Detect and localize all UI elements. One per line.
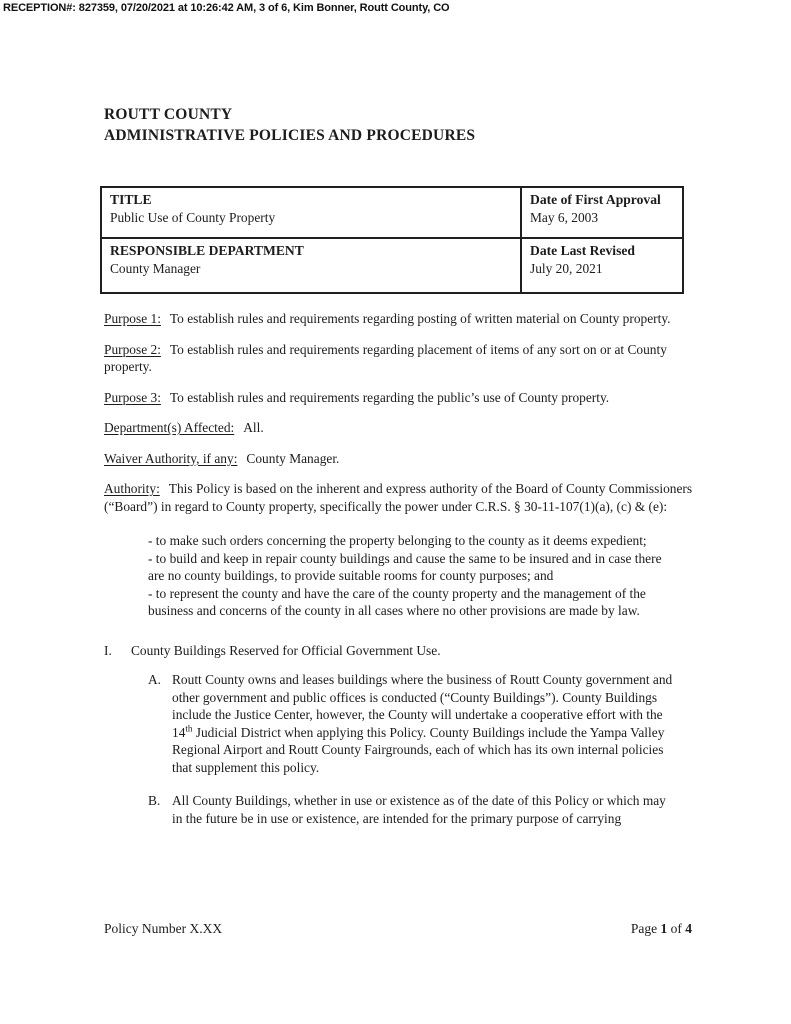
purpose-1-label: Purpose 1: bbox=[104, 311, 161, 326]
table-row bbox=[101, 187, 683, 238]
responsible-department-cell bbox=[101, 238, 521, 293]
authority-power-item: - to represent the county and have the care of the county property and the management of the business and concerns of the county in all cases where no other provisions are made by law. bbox=[148, 585, 646, 618]
waiver-authority-label: Waiver Authority, if any: bbox=[104, 450, 238, 466]
policy-info-table bbox=[100, 186, 684, 294]
authority-power-item: - to build and keep in repair county buildings and cause the same to be insured and in case there are no county buildings, to provide suitable rooms for county purposes; and bbox=[148, 550, 662, 583]
outline-item-b-text: All County Buildings, whether in use or existence as of the date of this Policy or which may in the future be in use or existence, are intended for the primary purpose of carrying bbox=[172, 793, 666, 826]
authority-powers-list bbox=[148, 532, 664, 620]
last-revised-value: July 20, 2021 bbox=[530, 260, 603, 276]
section-1-title: County Buildings Reserved for Official Government Use. bbox=[131, 642, 441, 658]
policy-number: Policy Number X.XX bbox=[104, 921, 223, 936]
outline-item-a bbox=[104, 671, 674, 776]
purpose-2-label: Purpose 2: bbox=[104, 341, 161, 357]
of-word: of bbox=[667, 921, 686, 936]
last-revised-label: Date Last Revised bbox=[530, 243, 635, 258]
first-approval-value: May 6, 2003 bbox=[530, 209, 599, 225]
first-approval-cell bbox=[521, 187, 683, 238]
purpose-2-paragraph bbox=[104, 341, 694, 376]
ordinal-superscript: th bbox=[185, 723, 193, 734]
document-title-line1: ROUTT COUNTY bbox=[104, 106, 233, 123]
purpose-1-text: To establish rules and requirements regarding posting of written material on County property. bbox=[169, 311, 671, 326]
section-1-number: I. bbox=[104, 642, 112, 658]
last-revised-cell bbox=[521, 238, 683, 293]
outline-item-a-text: Routt County owns and leases buildings where the business of Routt County government and other government and public offices is conducted (“County Buildings”). County Buildings include the Justice Center, however, the County will undertake a cooperative effort with the 14 bbox=[172, 672, 673, 740]
title-value: Public Use of County Property bbox=[110, 209, 276, 225]
page-indicator bbox=[631, 921, 692, 937]
document-title bbox=[104, 104, 694, 146]
title-label: TITLE bbox=[110, 192, 152, 207]
departments-affected-label: Department(s) Affected: bbox=[104, 420, 235, 435]
authority-power-item: - to make such orders concerning the property belonging to the county as it deems expedient; bbox=[148, 533, 647, 548]
page-word: Page bbox=[630, 921, 661, 936]
page-footer bbox=[104, 921, 692, 937]
departments-affected-paragraph bbox=[104, 419, 694, 437]
authority-label: Authority: bbox=[104, 481, 160, 496]
authority-paragraph bbox=[104, 480, 694, 515]
purpose-3-paragraph bbox=[104, 389, 694, 407]
purpose-1-paragraph bbox=[104, 310, 694, 328]
title-cell bbox=[101, 187, 521, 238]
purpose-2-text: To establish rules and requirements regarding placement of items of any sort on or at County property. bbox=[104, 341, 667, 374]
purpose-3-label: Purpose 3: bbox=[104, 389, 161, 405]
purpose-3-text: To establish rules and requirements regarding the public’s use of County property. bbox=[169, 389, 610, 405]
departments-affected-text: All. bbox=[243, 420, 264, 435]
authority-text: This Policy is based on the inherent and express authority of the Board of County Commissioners (“Board”) in regard to County property, specifically the power under C.R.S. § 30-11-107(1)(a), (c) & (e): bbox=[104, 481, 693, 514]
document-title-line2: ADMINISTRATIVE POLICIES AND PROCEDURES bbox=[104, 127, 476, 144]
section-1-heading bbox=[104, 642, 694, 660]
outline-item-b bbox=[104, 792, 674, 827]
outline-item-a-letter: A. bbox=[148, 672, 162, 687]
waiver-authority-paragraph bbox=[104, 450, 694, 468]
table-row bbox=[101, 238, 683, 293]
reception-stamp: RECEPTION#: 827359, 07/20/2021 at 10:26:42 AM, 3 of 6, Kim Bonner, Routt County, CO bbox=[3, 2, 450, 14]
first-approval-label: Date of First Approval bbox=[530, 192, 661, 207]
responsible-department-label: RESPONSIBLE DEPARTMENT bbox=[110, 243, 304, 258]
policy-text bbox=[104, 310, 694, 827]
total-pages: 4 bbox=[685, 921, 692, 936]
waiver-authority-text: County Manager. bbox=[246, 450, 340, 466]
outline-item-a-text-continued: Judicial District when applying this Policy. County Buildings include the Yampa Valley Regional Airport and Routt County Fairgrounds, each of which has its own internal policies that supplement this policy. bbox=[172, 724, 665, 775]
responsible-department-value: County Manager bbox=[110, 260, 201, 276]
page-number: 1 bbox=[660, 921, 668, 936]
outline-item-b-letter: B. bbox=[148, 793, 161, 808]
document-body bbox=[104, 104, 694, 827]
